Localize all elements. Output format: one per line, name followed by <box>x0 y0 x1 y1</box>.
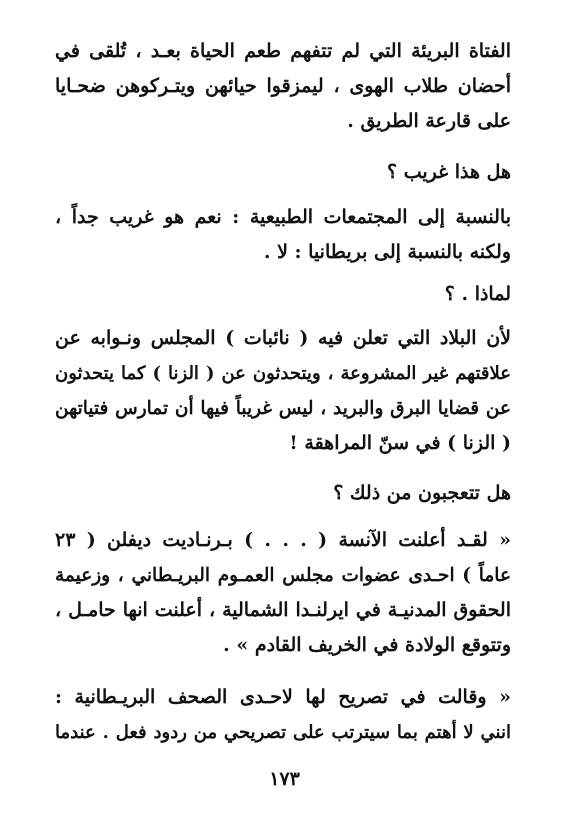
paragraph-1 <box>55 34 511 139</box>
text-line: على قارعة الطريق . <box>347 110 511 132</box>
text-line: علاقتهم غير المشروعة ، ويتحدثون عن ( الزنا ) كما يتحدثون <box>55 363 511 384</box>
text-line: لأن البلاد التي تعلن فيه ( نائبات ) المجلس ونـوابه عن <box>55 327 511 349</box>
text-line: الفتاة البريئة التي لم تتفهم طعم الحياة بعـد ، تُلقى في <box>55 40 511 62</box>
text-line: بالنسبة إلى المجتمعات الطبيعية : نعم هو غريب جداً ، <box>55 206 511 228</box>
text-line: وتتوقع الولادة في الخريف القادم » . <box>223 634 511 656</box>
text-line: ( الزنا ) في سنّ المراهقة ! <box>289 432 511 454</box>
text-line: « وقالت في تصريح لها لاحـدى الصحف البريـطانية : <box>55 686 511 708</box>
paragraph-2 <box>55 200 511 270</box>
text-line: ولكنه بالنسبة إلى بريطانيا : لا . <box>263 241 511 263</box>
text-line: الحقوق المدنيـة في ايرلنـدا الشمالية ، أعلنت انها حامـل ، <box>55 599 511 621</box>
question-1: هل هذا غريب ؟ <box>387 161 511 183</box>
paragraph-5 <box>55 680 511 750</box>
page-number: ١٧٣ <box>269 768 300 790</box>
question-2: لماذا . ؟ <box>444 283 511 305</box>
text-line: انني لا أهتم بما سيترتب على تصريحي من ردود فعل . عندما <box>55 722 511 743</box>
paragraph-4 <box>55 523 511 663</box>
text-line: عن قضايا البرق والبريد ، ليس غريباً فيها أن تمارس فتياتهن <box>55 398 511 419</box>
text-line: عاماً ) احـدى عضوات مجلس العمـوم البريـطاني ، وزعيمة <box>55 565 511 586</box>
text-line: أحضان طلاب الهوى ، ليمزقوا حيائهن ويتـركوهن ضحـايا <box>55 75 511 97</box>
paragraph-3 <box>55 321 511 461</box>
question-3: هل تتعجبون من ذلك ؟ <box>333 482 511 504</box>
text-line: « لقـد أعلنت الآنسة ( . . . ) بـرنـاديت ديفلن ( ٢٣ <box>55 529 511 551</box>
